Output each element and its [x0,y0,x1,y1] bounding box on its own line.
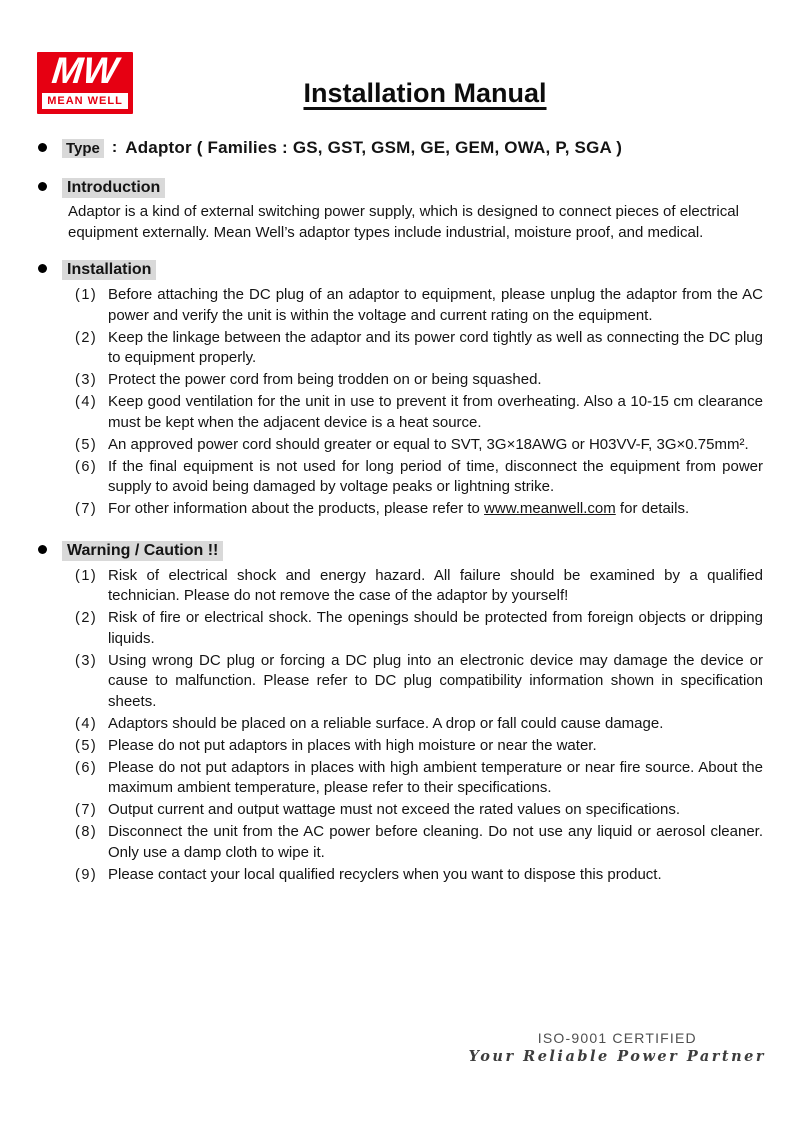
item-text [108,499,763,520]
item-number: (2) [75,610,98,626]
list-item [75,285,763,326]
list-item [75,800,763,821]
footer [469,1030,766,1067]
document-content [38,138,763,887]
logo-company-name: MEAN WELL [47,95,123,107]
type-label: Type [62,139,104,158]
type-line [38,138,763,158]
list-item [75,736,763,757]
iso-certification-text: ISO-9001 CERTIFIED [537,1030,697,1046]
item-text: Before attaching the DC plug of an adaptor to equipment, please unplug the adaptor from the AC power and verify the unit is within the voltage and current rating on the equipment. [108,286,763,324]
list-item [75,608,763,649]
footer-slogan: Your Reliable Power Partner [468,1048,766,1065]
list-item [75,758,763,799]
section-heading-row [38,260,763,280]
list-item [75,457,763,498]
logo-mw-monogram: MW [50,50,121,91]
section-heading-row [38,541,763,561]
item-number: (7) [75,802,98,818]
type-value: Adaptor ( Families : GS, GST, GSM, GE, GEM, OWA, P, SGA ) [125,138,623,157]
item-text: Risk of electrical shock and energy hazard. All failure should be examined by a qualified technician. Please do not remove the case of the adaptor by yourself! [108,566,763,604]
item-number: (5) [75,436,98,453]
item-text: Risk of fire or electrical shock. The openings should be protected from foreign objects or dripping liquids. [108,609,763,647]
item-number: (2) [75,329,98,346]
item-number: (6) [75,458,98,475]
item-number: (8) [75,824,98,840]
meanwell-link[interactable]: www.meanwell.com [484,500,616,517]
type-separator: : [111,139,118,156]
item-text: If the final equipment is not used for long period of time, disconnect the equipment from power supply to avoid being damaged by voltage peaks or lightning strike. [108,457,763,495]
list-item [75,865,763,886]
item-number: (9) [75,866,98,883]
item-text: Please contact your local qualified recyclers when you want to dispose this product. [108,865,662,883]
section-installation [38,260,763,520]
list-item [75,822,763,863]
section-heading-installation: Installation [62,260,156,280]
item-text-fragment: For other information about the products, please refer to [108,500,485,517]
section-introduction [38,178,763,243]
page-title: Installation Manual [303,78,547,108]
title-row [0,78,802,109]
item-text: Output current and output wattage must not exceed the rated values on specifications. [108,801,681,818]
item-text: An approved power cord should greater or equal to SVT, 3G×18AWG or H03VV-F, 3G×0.75mm². [108,435,749,453]
list-item [75,651,763,713]
item-number: (3) [75,652,98,669]
list-item [75,328,763,369]
item-text: Keep the linkage between the adaptor and its power cord tightly as well as connecting the DC plug to equipment properly. [108,328,763,366]
list-item [75,714,763,735]
list-item [75,435,763,456]
item-text: Keep good ventilation for the unit in use to prevent it from overheating. Also a 10-15 cm clearance must be kept when the adjacent device is a heat source. [108,393,763,431]
section-heading-row [38,178,763,198]
item-number: (1) [75,567,98,584]
installation-item-list [75,285,763,520]
item-number: (5) [75,737,98,754]
bullet-icon [38,143,47,152]
section-heading-warning: Warning / Caution !! [62,541,223,561]
list-item [75,370,763,391]
list-item [75,566,763,607]
introduction-paragraph: Adaptor is a kind of external switching power supply, which is designed to connect pieces of electrical equipment externally. Mean Well’s adaptor types include industrial, moisture proof, and medical. [68,203,739,241]
item-number: (6) [75,759,98,776]
item-text: Please do not put adaptors in places with high ambient temperature or near fire source. About the maximum ambient temperature, please refer to their specifications. [108,758,763,796]
bullet-icon [38,545,47,554]
item-number: (3) [75,372,98,388]
item-text: Using wrong DC plug or forcing a DC plug into an electronic device may damage the device or cause to malfunction. Please refer to DC plug compatibility information shown in specification sheets. [108,651,763,710]
item-number: (4) [75,715,98,732]
item-text: Adaptors should be placed on a reliable surface. A drop or fall could cause damage. [108,714,664,732]
bullet-icon [38,264,47,273]
item-number: (7) [75,501,98,517]
section-warning-caution [38,541,763,886]
item-text: Disconnect the unit from the AC power before cleaning. Do not use any liquid or aerosol cleaner. Only use a damp cloth to wipe it. [108,823,763,861]
item-number: (4) [75,394,98,410]
item-text-fragment: for details. [615,500,690,517]
list-item [75,392,763,433]
item-number: (1) [75,287,98,303]
item-text: Please do not put adaptors in places with high moisture or near the water. [108,736,597,754]
list-item [75,499,763,520]
section-heading-introduction: Introduction [62,178,165,198]
item-text: Protect the power cord from being trodden on or being squashed. [108,371,542,388]
warning-item-list [75,566,763,886]
bullet-icon [38,182,47,191]
